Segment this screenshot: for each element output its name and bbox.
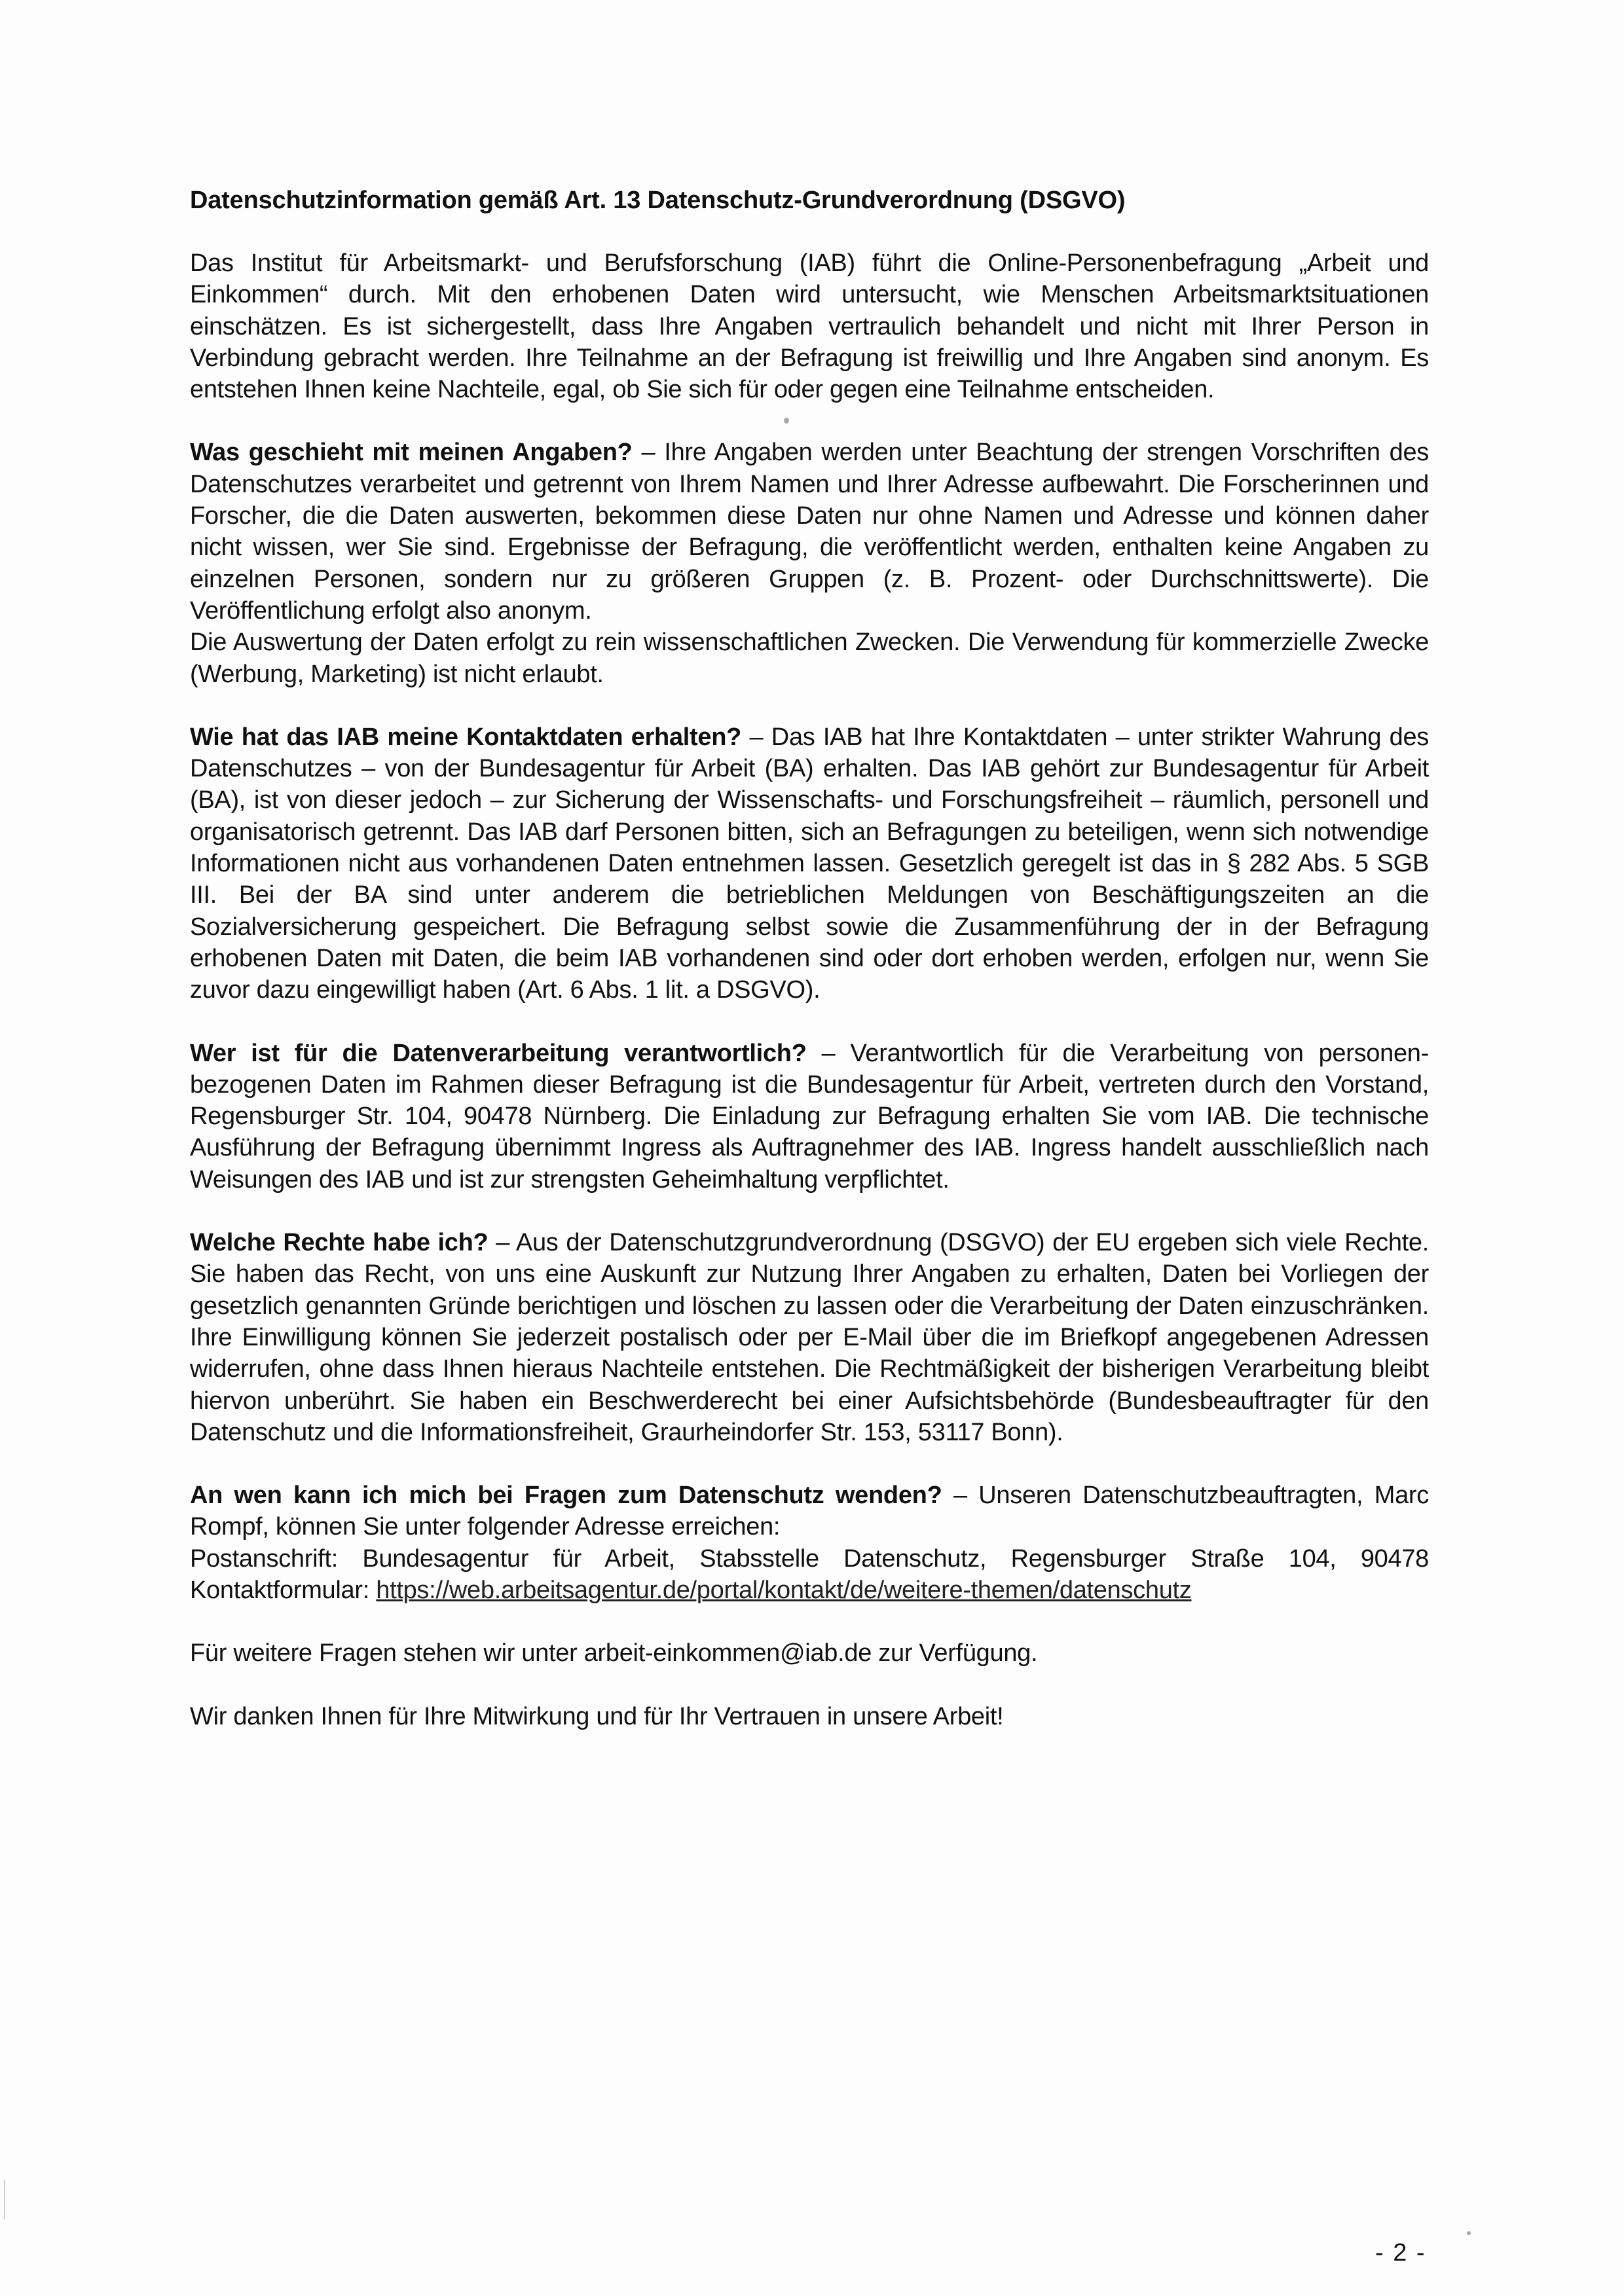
postal-value: Bundesagentur für Arbeit, Stabsstelle Datenschutz, Regensburger Straße 104, 90478: [338, 1544, 1429, 1573]
document-page: [190, 185, 1429, 1764]
further-questions: Für weitere Fragen stehen wir unter arbeit-einkommen@iab.de zur Verfügung.: [190, 1639, 1038, 1667]
section-rights: [190, 1227, 1429, 1448]
contact-label: Kontaktformular:: [190, 1576, 377, 1604]
section-data-usage-continued: Die Auswertung der Daten erfolgt zu rein wissenschaftlichen Zwecken. Die Verwendung für kommerzielle Zwecke (Werbung, Marketing) ist nicht erlaubt.: [190, 629, 1429, 688]
contact-form: [190, 1575, 1429, 1606]
section-body: – Unseren Datenschutzbeauftragten, Marc Rompf, können Sie unter folgender Adresse erreichen:: [190, 1482, 1429, 1541]
postal-label: Postanschrift:: [190, 1544, 339, 1573]
intro-paragraph: Das Institut für Arbeitsmarkt- und Berufsforschung (IAB) führt die Online-Personenbefragung „Arbeit und Einkommen“ durch. Mit den erhobenen Daten wird untersucht, wie Menschen Arbeitsmarktsituationen einschätzen. Es ist sichergestellt, dass Ihre Angaben vertraulich behandelt und nicht mit Ihrer Person in Verbindung gebracht werden. Ihre Teilnahme an der Befragung ist freiwillig und Ihre Angaben sind anonym. Es entstehen Ihnen keine Nachteile, egal, ob Sie sich für oder gegen eine Teilnahme entscheiden.: [190, 249, 1429, 404]
page-number: - 2 -: [1375, 2239, 1426, 2267]
section-heading: Welche Rechte habe ich?: [190, 1229, 489, 1257]
thanks-note: Wir danken Ihnen für Ihre Mitwirkung und für Ihr Vertrauen in unsere Arbeit!: [190, 1702, 1004, 1730]
section-contact-data: [190, 721, 1429, 1006]
section-heading: An wen kann ich mich bei Fragen zum Datenschutz wenden?: [190, 1482, 942, 1510]
section-body: – Aus der Datenschutzgrundverordnung (DSGVO) der EU ergeben sich viele Rechte. Sie haben das Recht, von uns eine Auskunft zur Nutzung Ihrer Angaben zu erhalten, Daten bei Vorliegen der gesetzlich genannten Gründe berichtigen und löschen zu lassen oder die Verarbeitung der Daten einzuschränken. Ihre Einwilligung können Sie jederzeit postalisch oder per E-Mail über die im Briefkopf angegebenen Adressen widerrufen, ohne dass Ihnen hieraus Nachteile entstehen. Die Rechtmäßigkeit der bisherigen Verarbeitung bleibt hiervon unberührt. Sie haben ein Beschwerderecht bei einer Aufsichtsbehörde (Bundesbeauftragter für den Datenschutz und die Informationsfreiheit, Graurheindorfer Str. 153, 53117 Bonn).: [190, 1229, 1430, 1446]
section-body: – Ihre Angaben werden unter Beachtung der strengen Vorschriften des Datenschutzes verarbeitet und getrennt von Ihrem Namen und Ihrer Adresse aufbewahrt. Die Forscherinnen und Forscher, die die Daten auswerten, bekommen diese Daten nur ohne Namen und Adresse und können daher nicht wissen, wer Sie sind. Ergebnisse der Befragung, die veröffentlicht werden, enthalten keine Angaben zu einzelnen Personen, sondern nur zu größeren Gruppen (z. B. Prozent- oder Durchschnittswerte). Die Veröffentlichung erfolgt also anonym.: [190, 439, 1429, 625]
section-heading: Was geschieht mit meinen Angaben?: [190, 439, 633, 467]
section-heading: Wie hat das IAB meine Kontaktdaten erhalten?: [190, 723, 742, 751]
section-data-usage: [190, 437, 1429, 627]
section-privacy-questions: [190, 1480, 1429, 1606]
scan-edge-mark: [4, 2180, 5, 2219]
postal-address: [190, 1543, 1429, 1575]
scan-speck: [1467, 2231, 1471, 2235]
section-heading: Wer ist für die Datenverarbeitung verantwortlich?: [190, 1039, 807, 1067]
section-responsibility: [190, 1038, 1429, 1195]
section-body: – Das IAB hat Ihre Kontaktdaten – unter strikter Wahrung des Datenschutzes – von der Bundesagentur für Arbeit (BA) erhalten. Das IAB gehört zur Bundesagentur für Arbeit (BA), ist von dieser jedoch – zur Sicherung der Wissenschafts- und Forschungsfreiheit – räumlich, personell und organisatorisch getrennt. Das IAB darf Personen bitten, sich an Befragungen zu beteiligen, wenn sich notwendige Informationen nicht aus vorhandenen Daten entnehmen lassen. Gesetzlich geregelt ist das in § 282 Abs. 5 SGB III. Bei der BA sind unter anderem die betrieblichen Meldungen von Beschäftigungszeiten an die Sozialversicherung gespeichert. Die Befragung selbst sowie die Zusammenführung der in der Befragung erhobenen Daten mit Daten, die beim IAB vorhandenen sind oder dort erhoben werden, erfolgen nur, wenn Sie zuvor dazu eingewilligt haben (Art. 6 Abs. 1 lit. a DSGVO).: [190, 723, 1429, 1004]
contact-form-link[interactable]: https://web.arbeitsagentur.de/portal/kontakt/de/weitere-themen/datenschutz: [376, 1576, 1192, 1604]
document-title: Datenschutzinformation gemäß Art. 13 Datenschutz-Grundverordnung (DSGVO): [190, 187, 1126, 214]
section-body: – Verantwortlich für die Verarbeitung von personen-bezogenen Daten im Rahmen dieser Befragung ist die Bundesagentur für Arbeit, vertreten durch den Vorstand, Regensburger Str. 104, 90478 Nürnberg. Die Einladung zur Befragung erhalten Sie vom IAB. Die technische Ausführung der Befragung übernimmt Ingress als Auftragnehmer des IAB. Ingress handelt ausschließlich nach Weisungen des IAB und ist zur strengsten Geheimhaltung verpflichtet.: [190, 1039, 1429, 1194]
